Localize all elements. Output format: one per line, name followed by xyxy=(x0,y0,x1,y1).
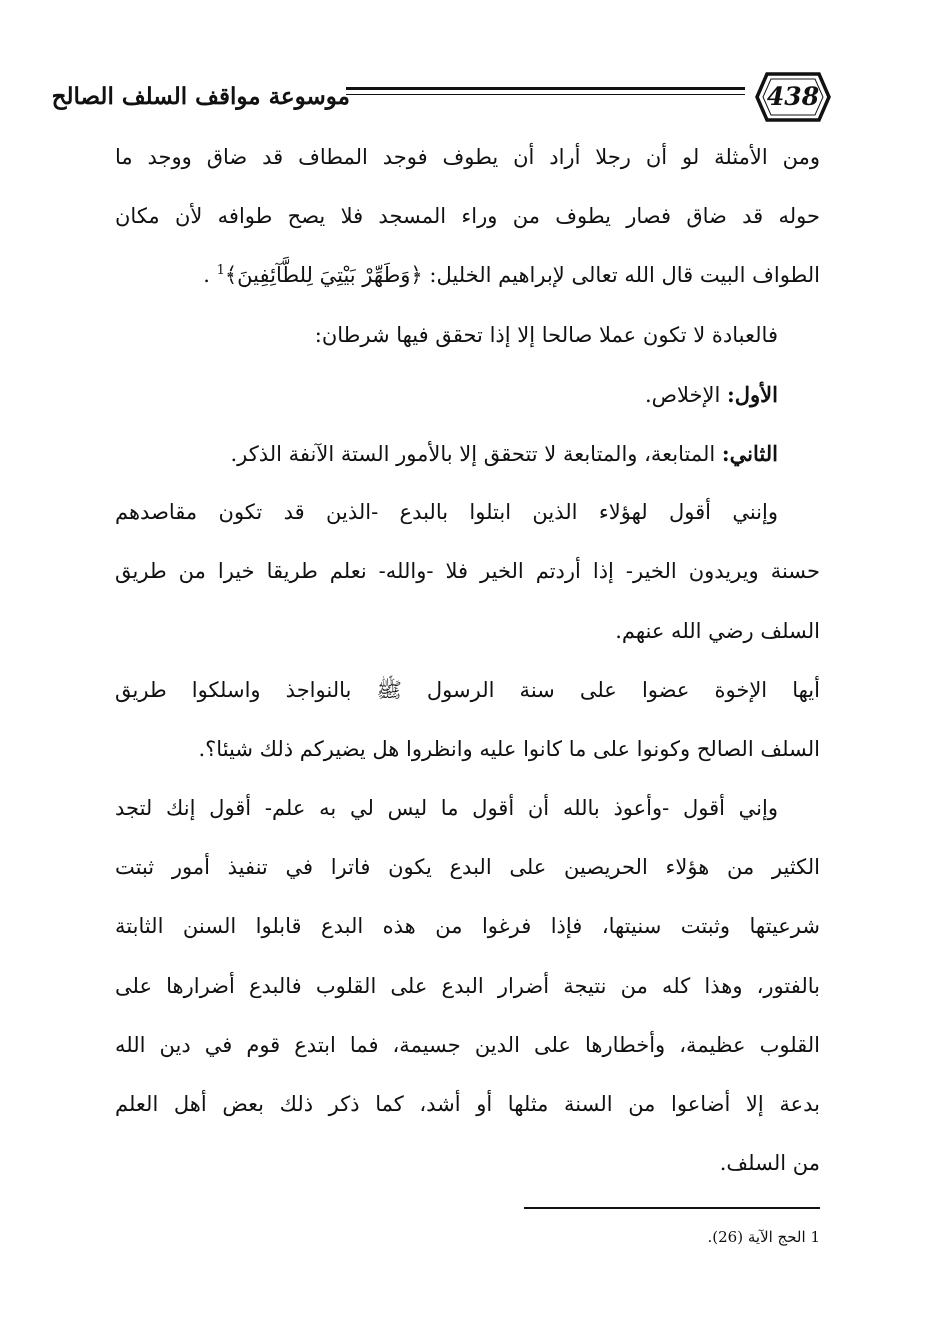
page-header xyxy=(51,70,833,128)
paragraph-line: أيها الإخوة عضوا على سنة الرسول ﷺ بالنواجذ واسلكوا طريق xyxy=(115,677,820,702)
paragraph-line: بالفتور، وهذا كله من نتيجة أضرار البدع على القلوب فالبدع أضرارها على xyxy=(115,973,820,998)
label-second: الثاني: xyxy=(721,440,778,466)
quran-verse-line: الطواف البيت قال الله تعالى لإبراهيم الخليل: ﴿وَطَهِّرْ بَيْتِيَ لِلطَّآئِفِينَ﴾ xyxy=(224,263,820,288)
footnote-text: الحج الآية (26). xyxy=(707,1228,806,1246)
page-number: 438 xyxy=(766,82,820,111)
paragraph-line: من السلف. xyxy=(719,1151,820,1176)
list-item-text: المتابعة، والمتابعة لا تتحقق إلا بالأمور الستة الآنفة الذكر. xyxy=(230,441,716,466)
paragraph-line: وإني أقول -وأعوذ بالله أن أقول ما ليس لي به علم- أقول إنك لتجد xyxy=(115,796,778,821)
list-item-second xyxy=(115,424,820,483)
footnote-number: 1 xyxy=(810,1228,820,1246)
paragraph-line: الكثير من هؤلاء الحريصين على البدع يكون فاترا في تنفيذ أمور ثبتت xyxy=(115,855,820,880)
paragraph-line: بدعة إلا أضاعوا من السنة مثلها أو أشد، كما ذكر ذلك بعض أهل العلم xyxy=(115,1092,820,1116)
list-item-first xyxy=(115,365,820,424)
book-title: موسوعة مواقف السلف الصالح xyxy=(51,83,350,110)
footnote-reference: 1 xyxy=(216,263,225,279)
paragraph-line: فالعبادة لا تكون عملا صالحا إلا إذا تحقق فيها شرطان: xyxy=(314,322,778,347)
list-item-text: الإخلاص. xyxy=(644,382,721,407)
sentence-end: . xyxy=(203,263,210,288)
paragraph-line: حسنة ويريدون الخير- إذا أردتم الخير فلا -والله- نعلم طريقا خيرا من طريق xyxy=(115,559,820,584)
footnote-separator xyxy=(524,1207,820,1209)
paragraph-line: السلف الصالح وكونوا على ما كانوا عليه وانظروا هل يضيركم ذلك شيئا؟. xyxy=(198,736,820,761)
paragraph-line: وإنني أقول لهؤلاء الذين ابتلوا بالبدع -الذين قد تكون مقاصدهم xyxy=(115,500,778,525)
label-first: الأول: xyxy=(727,381,778,407)
paragraph-line: السلف رضي الله عنهم. xyxy=(615,618,820,643)
page-number-badge xyxy=(753,70,833,124)
paragraph-line-quran xyxy=(115,246,820,305)
body-text xyxy=(115,128,820,1193)
paragraph-line: القلوب عظيمة، وأخطارها على الدين جسيمة، فما ابتدع قوم في دين الله xyxy=(115,1032,820,1057)
header-rule xyxy=(346,87,745,101)
paragraph-line: شرعيتها وثبتت سنيتها، فإذا فرغوا من هذه البدع قابلوا السنن الثابتة xyxy=(115,914,820,939)
paragraph-line: حوله قد ضاق فصار يطوف من وراء المسجد فلا يصح طوافه لأن مكان xyxy=(115,204,820,229)
paragraph-line: ومن الأمثلة لو أن رجلا أراد أن يطوف فوجد المطاف قد ضاق ووجد ما xyxy=(115,145,820,169)
footnote xyxy=(420,1224,820,1250)
